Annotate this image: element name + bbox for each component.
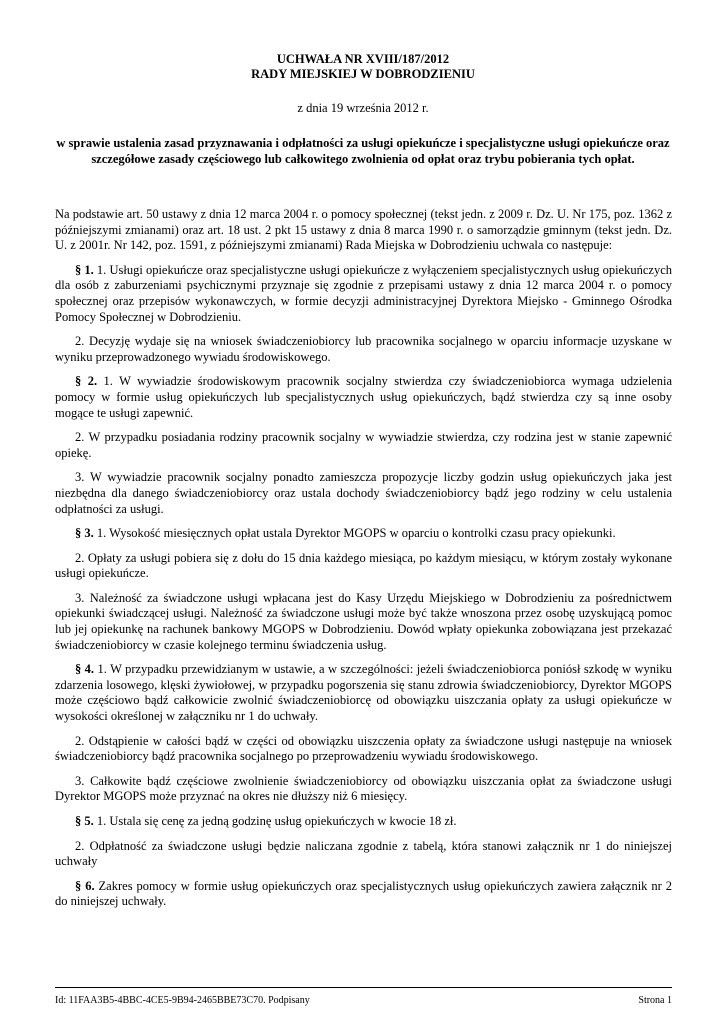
section-marker: § 3. [75,526,94,541]
paragraph [55,334,672,365]
paragraph-text: 1. Ustala się cenę za jedną godzinę usług opiekuńczych w kwocie 18 zł. [93,814,457,828]
document-header [55,52,671,167]
paragraph [55,374,672,421]
section-marker: § 6. [75,878,95,893]
paragraph [55,839,672,870]
paragraph [55,430,672,461]
resolution-date: z dnia 19 września 2012 r. [297,101,429,115]
paragraph [55,814,672,830]
council-name: RADY MIEJSKIEJ W DOBRODZIENIU [251,67,475,81]
paragraph-text: 3. Należność za świadczone usługi wpłacana jest do Kasy Urzędu Miejskiego w Dobrodzieniu za pośrednictwem opiekunki świadczącej usługi. Należność za świadczone usługi może być także wnoszona przez osobę uzyskującą pomoc lub jej opiekunkę na rachunek bankowy MGOPS w Dobrodzieniu. Dowód wpłaty opiekunka zobowiązana jest przekazać świadczeniobiorcy w czasie kolejnego terminu świadczenia usług. [55,590,672,652]
legal-basis: Na podstawie art. 50 ustawy z dnia 12 marca 2004 r. o pomocy społecznej (tekst jedn. z 2009 r. Dz. U. Nr 175, poz. 1362 z późniejszymi zmianami) oraz art. 18 ust. 2 pkt 15 ustawy z dnia 8 marca 1990 r. o samorządzie gminnym (tekst jedn. Dz. U. z 2001r. Nr 142, poz. 1591, z późniejszymi zmianami) Rada Miejska w Dobrodzieniu uchwala co następuje: [55,207,672,253]
paragraph [55,734,672,765]
paragraph-text: 2. Odstąpienie w całości bądź w części od obowiązku uiszczenia opłaty za świadczone usługi następuje na wniosek świadczeniobiorcy bądź pracownika socjalnego po przeprowadzeniu wywiadu środowiskowego. [55,733,672,764]
paragraph [55,591,672,653]
paragraph-text: 1. Usługi opiekuńcze oraz specjalistyczne usługi opiekuńcze z wyłączeniem specjalistycznych usług opiekuńczych dla osób z zaburzeniami psychicznymi przyznaje się zgodnie z przepisami ustawy z dnia 12 marca 2004 r. o pomocy społecznej oraz przepisów wykonawczych, w formie decyzji administracyjnej Dyrektora Miejsko - Gminnego Ośrodka Pomocy Społecznej w Dobrodzieniu. [55,262,673,324]
paragraph-text: 2. Opłaty za usługi pobiera się z dołu do 15 dnia każdego miesiąca, po każdym miesiącu, w którym zostały wykonane usługi opiekuńcze. [55,550,672,581]
paragraph-text: 2. Odpłatność za świadczone usługi będzie naliczana zgodnie z tabelą, która stanowi załącznik nr 1 do niniejszej uchwały [55,838,672,869]
section-marker: § 2. [75,374,98,389]
paragraph-text: 2. W przypadku posiadania rodziny pracownik socjalny w wywiadzie stwierdza, czy rodzina jest w stanie zapewnić opiekę. [55,430,672,460]
document-id: Id: 11FAA3B5-4BBC-4CE5-9B94-2465BBE73C70. Podpisany [55,995,310,1006]
resolution-subject: w sprawie ustalenia zasad przyznawania i odpłatności za usługi opiekuńcze i specjalistyczne usługi opiekuńcze oraz szczegółowe zasady częściowego lub całkowitego zwolnienia od opłat oraz trybu pobierania tych opłat. [56,136,670,166]
page-footer [55,987,672,1007]
paragraph [55,551,672,582]
paragraph [55,263,672,325]
paragraph [55,662,672,724]
paragraph-text: 1. W przypadku przewidzianym w ustawie, a w szczególności: jeżeli świadczeniobiorca poniósł szkodę w wyniku zdarzenia losowego, klęski żywiołowej, w przypadku pogorszenia się stanu zdrowia świadczeniobiorcy, Dyrektor MGOPS może częściowo bądź całkowicie zwolnić świadczeniobiorcę od obowiązku uiszczania opłaty za usługi opiekuńcze w wysokości określonej w załączniku nr 1 do uchwały. [55,662,673,724]
document-body [55,207,672,919]
resolution-title: UCHWAŁA NR XVIII/187/2012 [276,52,450,66]
paragraph-text: 1. W wywiadzie środowiskowym pracownik socjalny stwierdza czy świadczeniobiorca wymaga udzielenia pomocy w formie usług opiekuńczych lub specjalistycznych usług opiekuńczych, bądź stwierdza czy są inne osoby mogące te usługi zapewnić. [55,374,673,420]
paragraph-text: 3. Całkowite bądź częściowe zwolnienie świadczeniobiorcy od obowiązku uiszczania opłat za świadczone usługi Dyrektor MGOPS może przyznać na okres nie dłuższy niż 6 miesięcy. [55,773,672,804]
paragraph [55,879,672,910]
page-number: Strona 1 [638,995,672,1006]
paragraph [55,774,672,805]
section-marker: § 5. [75,814,94,828]
section-marker: § 4. [75,662,95,677]
paragraph-text: Zakres pomocy w formie usług opiekuńczych oraz specjalistycznych usług opiekuńczych zawiera załącznik nr 2 do niniejszej uchwały. [55,878,672,909]
paragraph-text: 1. Wysokość miesięcznych opłat ustala Dyrektor MGOPS w oparciu o kontrolki czasu pracy opiekunki. [93,526,616,541]
paragraph [55,526,672,542]
paragraph-text: 2. Decyzję wydaje się na wniosek świadczeniobiorcy lub pracownika socjalnego w oparciu informacje uzyskane w wyniku przeprowadzonego wywiadu środowiskowego. [55,334,672,364]
section-marker: § 1. [75,262,94,277]
paragraph-text: 3. W wywiadzie pracownik socjalny ponadto zamieszcza propozycje liczby godzin usług opiekuńczych jaka jest niezbędna dla danego świadczeniobiorcy oraz ustala dochody świadczeniobiorcy bądź jego rodziny w celu ustalenia odpłatności za usługi. [55,470,672,516]
paragraph [55,470,672,517]
paragraph-list [55,263,672,910]
